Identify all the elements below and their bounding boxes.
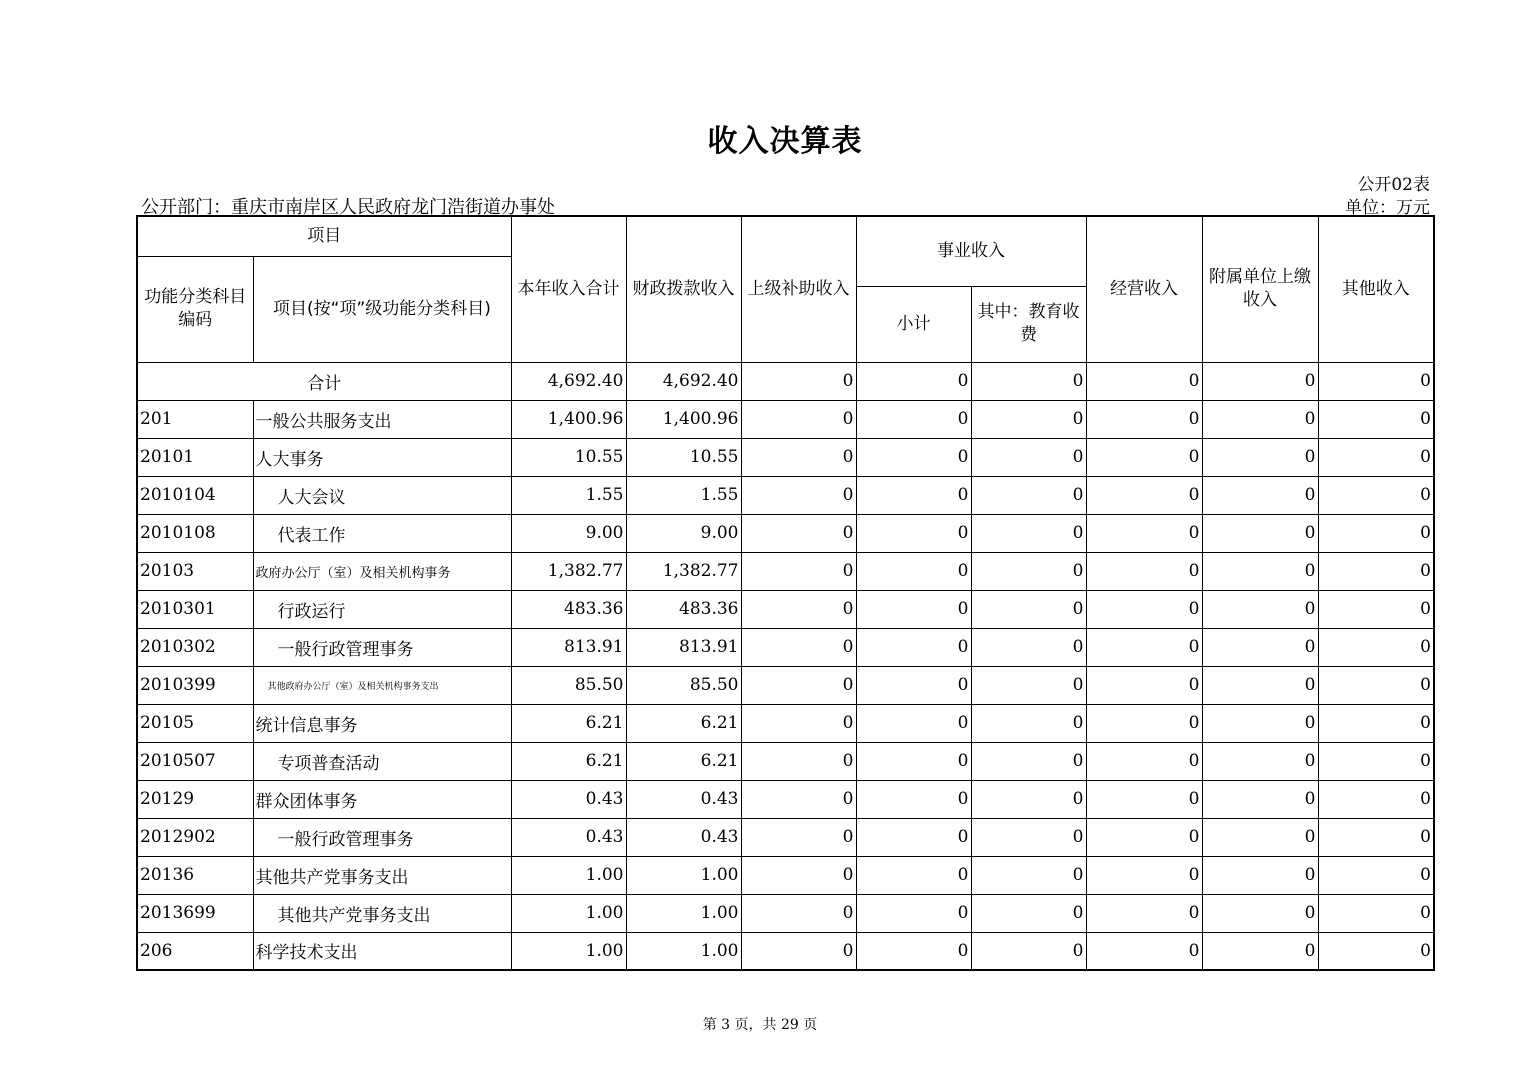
affiliated-cell: 0	[1202, 476, 1318, 514]
table-row	[137, 932, 1434, 970]
department-label: 公开部门：重庆市南岸区人民政府龙门浩街道办事处	[141, 197, 555, 218]
superior-subsidy-cell: 0	[741, 514, 856, 552]
edu-fee-cell: 0	[971, 666, 1086, 704]
operating-cell: 0	[1086, 476, 1202, 514]
subtotal-cell: 0	[856, 476, 971, 514]
total-income-cell: 6.21	[511, 704, 626, 742]
func-name-cell: 其他共产党事务支出	[253, 856, 511, 894]
operating-cell: 0	[1086, 666, 1202, 704]
func-code-cell: 201	[137, 400, 253, 438]
affiliated-cell: 0	[1202, 704, 1318, 742]
func-code-cell: 2010399	[137, 666, 253, 704]
operating-cell: 0	[1086, 628, 1202, 666]
func-code-cell: 2012902	[137, 818, 253, 856]
edu-fee-cell: 0	[971, 704, 1086, 742]
func-name-cell: 统计信息事务	[253, 704, 511, 742]
subtotal-cell: 0	[856, 894, 971, 932]
fiscal-cell: 85.50	[626, 666, 741, 704]
edu-fee-cell: 0	[971, 742, 1086, 780]
edu-fee-cell: 0	[971, 780, 1086, 818]
total-income-cell: 1.00	[511, 856, 626, 894]
subtotal-cell: 0	[856, 856, 971, 894]
func-name-cell: 行政运行	[253, 590, 511, 628]
affiliated-cell: 0	[1202, 552, 1318, 590]
operating-cell: 0	[1086, 514, 1202, 552]
edu-fee-cell: 0	[971, 476, 1086, 514]
superior-subsidy-cell: 0	[741, 438, 856, 476]
fiscal-cell: 6.21	[626, 704, 741, 742]
other-cell: 0	[1318, 742, 1434, 780]
total-income-cell: 1,400.96	[511, 400, 626, 438]
edu-fee-cell: 0	[971, 628, 1086, 666]
edu-fee-cell: 0	[971, 818, 1086, 856]
other-cell: 0	[1318, 894, 1434, 932]
table-row	[137, 590, 1434, 628]
total-income-cell: 1.00	[511, 932, 626, 970]
func-name-cell: 科学技术支出	[253, 932, 511, 970]
operating-cell: 0	[1086, 818, 1202, 856]
superior-subsidy-cell: 0	[741, 400, 856, 438]
header-operating: 经营收入	[1086, 216, 1202, 362]
operating-cell: 0	[1086, 590, 1202, 628]
superior-subsidy-cell: 0	[741, 628, 856, 666]
func-name-cell: 一般公共服务支出	[253, 400, 511, 438]
other-cell: 0	[1318, 628, 1434, 666]
operating-cell: 0	[1086, 742, 1202, 780]
func-name-cell: 代表工作	[253, 514, 511, 552]
affiliated-cell: 0	[1202, 400, 1318, 438]
table-row	[137, 780, 1434, 818]
func-name-cell: 其他共产党事务支出	[253, 894, 511, 932]
edu-fee-cell: 0	[971, 400, 1086, 438]
table-row	[137, 552, 1434, 590]
other-cell: 0	[1318, 818, 1434, 856]
total-superior-cell: 0	[741, 362, 856, 400]
operating-cell: 0	[1086, 856, 1202, 894]
affiliated-cell: 0	[1202, 932, 1318, 970]
table-row	[137, 856, 1434, 894]
total-edu-cell: 0	[971, 362, 1086, 400]
subtotal-cell: 0	[856, 590, 971, 628]
fiscal-cell: 9.00	[626, 514, 741, 552]
other-cell: 0	[1318, 438, 1434, 476]
func-code-cell: 20136	[137, 856, 253, 894]
total-fiscal-cell: 4,692.40	[626, 362, 741, 400]
edu-fee-cell: 0	[971, 514, 1086, 552]
table-row	[137, 438, 1434, 476]
edu-fee-cell: 0	[971, 438, 1086, 476]
affiliated-cell: 0	[1202, 742, 1318, 780]
edu-fee-cell: 0	[971, 894, 1086, 932]
superior-subsidy-cell: 0	[741, 476, 856, 514]
subtotal-cell: 0	[856, 552, 971, 590]
total-row	[137, 362, 1434, 400]
other-cell: 0	[1318, 704, 1434, 742]
affiliated-cell: 0	[1202, 628, 1318, 666]
edu-fee-cell: 0	[971, 590, 1086, 628]
header-func-code: 功能分类科目编码	[137, 256, 253, 362]
subtotal-cell: 0	[856, 932, 971, 970]
edu-fee-cell: 0	[971, 856, 1086, 894]
subtotal-cell: 0	[856, 514, 971, 552]
subtotal-cell: 0	[856, 400, 971, 438]
total-other-cell: 0	[1318, 362, 1434, 400]
header-edu-fee: 其中：教育收费	[971, 286, 1086, 362]
page-title: 收入决算表	[707, 124, 863, 159]
fiscal-cell: 1,382.77	[626, 552, 741, 590]
func-name-cell: 政府办公厅（室）及相关机构事务	[253, 552, 511, 590]
func-name-cell: 一般行政管理事务	[253, 628, 511, 666]
superior-subsidy-cell: 0	[741, 704, 856, 742]
header-func-name: 项目(按“项”级功能分类科目)	[253, 256, 511, 362]
subtotal-cell: 0	[856, 818, 971, 856]
table-row	[137, 704, 1434, 742]
superior-subsidy-cell: 0	[741, 932, 856, 970]
superior-subsidy-cell: 0	[741, 666, 856, 704]
superior-subsidy-cell: 0	[741, 552, 856, 590]
operating-cell: 0	[1086, 438, 1202, 476]
table-row	[137, 476, 1434, 514]
total-income-cell: 1.55	[511, 476, 626, 514]
total-income-cell: 10.55	[511, 438, 626, 476]
total-income-cell: 6.21	[511, 742, 626, 780]
operating-cell: 0	[1086, 400, 1202, 438]
other-cell: 0	[1318, 552, 1434, 590]
table-row	[137, 666, 1434, 704]
fiscal-cell: 6.21	[626, 742, 741, 780]
fiscal-cell: 1.00	[626, 856, 741, 894]
subtotal-cell: 0	[856, 742, 971, 780]
other-cell: 0	[1318, 666, 1434, 704]
total-income-cell: 0.43	[511, 818, 626, 856]
affiliated-cell: 0	[1202, 438, 1318, 476]
func-code-cell: 206	[137, 932, 253, 970]
affiliated-cell: 0	[1202, 818, 1318, 856]
header-superior-subsidy: 上级补助收入	[741, 216, 856, 362]
table-row	[137, 400, 1434, 438]
fiscal-cell: 0.43	[626, 780, 741, 818]
header-affiliated: 附属单位上缴收入	[1202, 216, 1318, 362]
unit-label: 单位：万元	[1345, 198, 1430, 218]
func-code-cell: 2010104	[137, 476, 253, 514]
total-income-cell: 85.50	[511, 666, 626, 704]
other-cell: 0	[1318, 400, 1434, 438]
func-code-cell: 20103	[137, 552, 253, 590]
total-income-cell: 9.00	[511, 514, 626, 552]
superior-subsidy-cell: 0	[741, 856, 856, 894]
subtotal-cell: 0	[856, 666, 971, 704]
func-code-cell: 20101	[137, 438, 253, 476]
func-code-cell: 2010302	[137, 628, 253, 666]
superior-subsidy-cell: 0	[741, 780, 856, 818]
header-total-income: 本年收入合计	[511, 216, 626, 362]
total-affiliated-cell: 0	[1202, 362, 1318, 400]
affiliated-cell: 0	[1202, 894, 1318, 932]
edu-fee-cell: 0	[971, 932, 1086, 970]
superior-subsidy-cell: 0	[741, 590, 856, 628]
affiliated-cell: 0	[1202, 514, 1318, 552]
func-code-cell: 20129	[137, 780, 253, 818]
total-income-cell: 483.36	[511, 590, 626, 628]
fiscal-cell: 483.36	[626, 590, 741, 628]
operating-cell: 0	[1086, 932, 1202, 970]
total-label: 合计	[137, 362, 511, 400]
func-code-cell: 2010507	[137, 742, 253, 780]
other-cell: 0	[1318, 476, 1434, 514]
affiliated-cell: 0	[1202, 666, 1318, 704]
func-name-cell: 人大事务	[253, 438, 511, 476]
func-code-cell: 2013699	[137, 894, 253, 932]
table-row	[137, 894, 1434, 932]
affiliated-cell: 0	[1202, 856, 1318, 894]
subtotal-cell: 0	[856, 628, 971, 666]
other-cell: 0	[1318, 590, 1434, 628]
table-row	[137, 514, 1434, 552]
table-row	[137, 628, 1434, 666]
income-table	[136, 215, 1435, 971]
func-name-cell: 人大会议	[253, 476, 511, 514]
subtotal-cell: 0	[856, 704, 971, 742]
total-income-cell: 4,692.40	[511, 362, 626, 400]
header-subtotal: 小计	[856, 286, 971, 362]
total-operating-cell: 0	[1086, 362, 1202, 400]
operating-cell: 0	[1086, 894, 1202, 932]
other-cell: 0	[1318, 856, 1434, 894]
func-name-cell: 一般行政管理事务	[253, 818, 511, 856]
table-row	[137, 742, 1434, 780]
operating-cell: 0	[1086, 552, 1202, 590]
edu-fee-cell: 0	[971, 552, 1086, 590]
total-subtotal-cell: 0	[856, 362, 971, 400]
func-name-cell: 群众团体事务	[253, 780, 511, 818]
subtotal-cell: 0	[856, 438, 971, 476]
total-income-cell: 813.91	[511, 628, 626, 666]
fiscal-cell: 0.43	[626, 818, 741, 856]
other-cell: 0	[1318, 514, 1434, 552]
fiscal-cell: 10.55	[626, 438, 741, 476]
total-income-cell: 0.43	[511, 780, 626, 818]
header-business-income: 事业收入	[856, 216, 1086, 286]
header-other: 其他收入	[1318, 216, 1434, 362]
affiliated-cell: 0	[1202, 780, 1318, 818]
operating-cell: 0	[1086, 704, 1202, 742]
header-item: 项目	[137, 216, 511, 256]
form-number: 公开02表	[1357, 175, 1430, 195]
operating-cell: 0	[1086, 780, 1202, 818]
fiscal-cell: 813.91	[626, 628, 741, 666]
page-footer: 第 3 页，共 29 页	[702, 1017, 818, 1033]
fiscal-cell: 1,400.96	[626, 400, 741, 438]
subtotal-cell: 0	[856, 780, 971, 818]
other-cell: 0	[1318, 932, 1434, 970]
func-name-cell: 专项普查活动	[253, 742, 511, 780]
fiscal-cell: 1.00	[626, 932, 741, 970]
superior-subsidy-cell: 0	[741, 818, 856, 856]
fiscal-cell: 1.55	[626, 476, 741, 514]
affiliated-cell: 0	[1202, 590, 1318, 628]
func-name-cell: 其他政府办公厅（室）及相关机构事务支出	[253, 666, 511, 704]
superior-subsidy-cell: 0	[741, 742, 856, 780]
func-code-cell: 2010301	[137, 590, 253, 628]
other-cell: 0	[1318, 780, 1434, 818]
func-code-cell: 2010108	[137, 514, 253, 552]
table-row	[137, 818, 1434, 856]
func-code-cell: 20105	[137, 704, 253, 742]
total-income-cell: 1.00	[511, 894, 626, 932]
header-fiscal: 财政拨款收入	[626, 216, 741, 362]
superior-subsidy-cell: 0	[741, 894, 856, 932]
fiscal-cell: 1.00	[626, 894, 741, 932]
total-income-cell: 1,382.77	[511, 552, 626, 590]
